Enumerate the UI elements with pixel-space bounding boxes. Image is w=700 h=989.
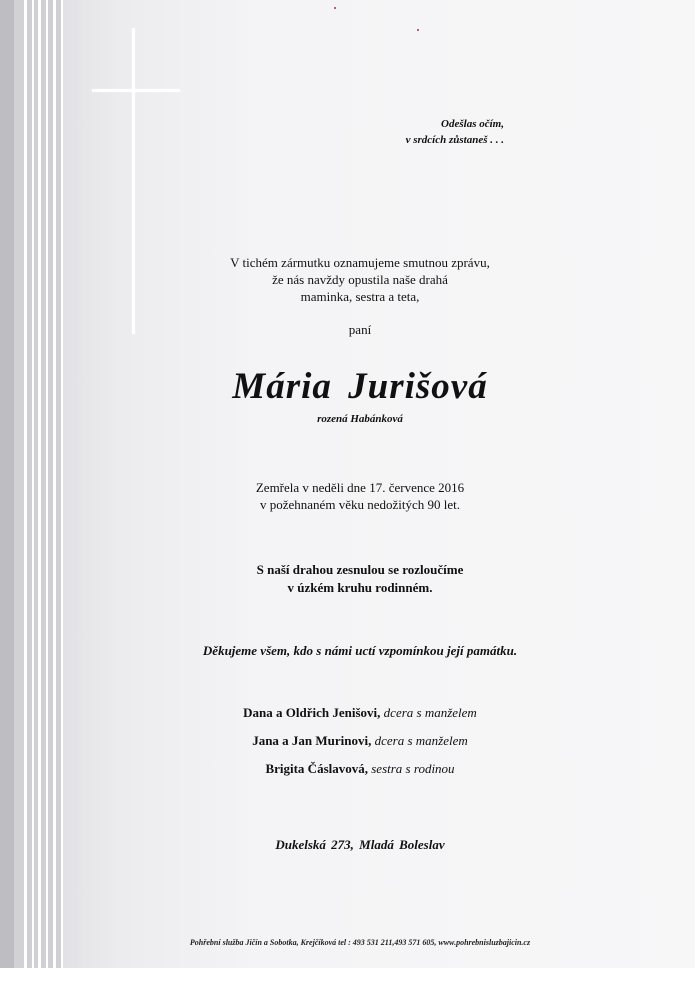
announcement-line: že nás navždy opustila naše drahá bbox=[272, 272, 448, 287]
farewell-info bbox=[80, 561, 640, 597]
maiden-name: rozená Habánková bbox=[317, 413, 403, 425]
decorative-stripe bbox=[53, 0, 56, 970]
mourner-entry bbox=[80, 732, 640, 750]
farewell-line: S naší drahou zesnulou se rozloučíme bbox=[256, 562, 464, 577]
decorative-stripe bbox=[38, 0, 41, 970]
mourner-relation: dcera s manželem bbox=[383, 705, 477, 720]
left-edge-band-inner bbox=[14, 0, 24, 989]
mourner-relation: sestra s rodinou bbox=[371, 761, 455, 776]
salutation: paní bbox=[348, 322, 372, 337]
motto bbox=[406, 116, 504, 148]
announcement-line: maminka, sestra a teta, bbox=[300, 289, 420, 304]
speck bbox=[417, 29, 419, 31]
decorative-stripe bbox=[46, 0, 48, 970]
mourner-entry bbox=[80, 760, 640, 778]
death-info bbox=[80, 479, 640, 513]
deceased-name: Mária Jurišová bbox=[232, 366, 488, 407]
mourner-entry bbox=[80, 704, 640, 722]
mourner-relation: dcera s manželem bbox=[374, 733, 468, 748]
address: Dukelská 273, Mladá Boleslav bbox=[275, 837, 445, 852]
mourner-names: Brigita Čáslavová, bbox=[265, 761, 368, 776]
decorative-stripe bbox=[32, 0, 34, 970]
right-margin bbox=[695, 0, 700, 989]
bottom-margin bbox=[0, 968, 700, 989]
decorative-stripe bbox=[61, 0, 63, 970]
farewell-line: v úzkém kruhu rodinném. bbox=[287, 580, 433, 595]
scan-specks bbox=[0, 0, 700, 60]
mourner-names: Dana a Oldřich Jenišovi, bbox=[243, 705, 381, 720]
funeral-service-footer: Pohřební služba Jičín a Sobotka, Krejčíková tel : 493 531 211,493 571 605, www.pohrebnisluzbajicin.cz bbox=[189, 938, 531, 947]
decorative-stripe bbox=[24, 0, 27, 970]
death-line: v požehnaném věku nedožitých 90 let. bbox=[260, 497, 460, 512]
speck bbox=[334, 7, 336, 9]
mourner-names: Jana a Jan Murinovi, bbox=[252, 733, 372, 748]
motto-line: Odešlas očím, bbox=[441, 118, 504, 130]
death-line: Zemřela v neděli dne 17. července 2016 bbox=[255, 480, 465, 495]
motto-line: v srdcích zůstaneš . . . bbox=[405, 134, 504, 146]
announcement bbox=[80, 254, 640, 305]
cross-icon-horizontal bbox=[92, 89, 180, 92]
announcement-line: V tichém zármutku oznamujeme smutnou zprávu, bbox=[230, 255, 490, 270]
left-edge-band bbox=[0, 0, 14, 989]
thanks-line: Děkujeme všem, kdo s námi uctí vzpomínkou její památku. bbox=[202, 643, 518, 658]
